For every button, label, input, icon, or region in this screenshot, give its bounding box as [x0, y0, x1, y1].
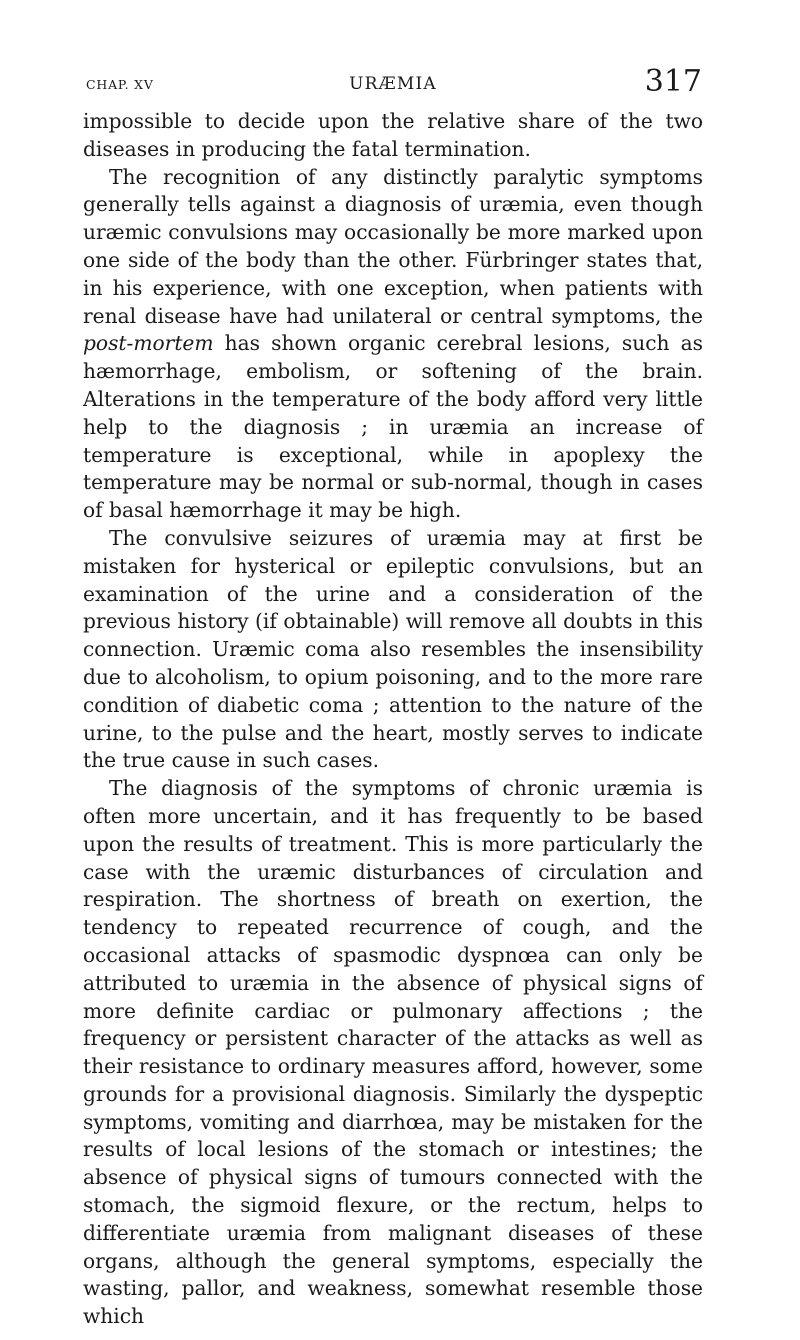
- book-page: [83, 64, 703, 1331]
- paragraph-4: [83, 775, 703, 1331]
- paragraph-3-text: The convulsive seizures of uræmia may at first be mistaken for hysterical or epileptic convulsions, but an examination of the urine and a consideration of the previous history (if obtainable) will remove all doubts in this connection. Uræmic coma also resembles the insensibility due to alcoholism, to opium poisoning, and to the more rare condition of diabetic coma ; attention to the nature of the urine, to the pulse and the heart, mostly serves to indicate the true cause in such cases.: [83, 525, 703, 773]
- running-header: [83, 64, 703, 104]
- paragraph-1: [83, 108, 703, 164]
- paragraph-2-text-after: has shown organic cerebral lesions, such as hæmorrhage, embolism, or softening of the brain. Alterations in the temperature of the body afford very little help to the diagnosis ; in uræmia an increase of temperature is exceptional, while in apoplexy the temperature may be normal or sub-normal, though in cases of basal hæmorrhage it may be high.: [83, 331, 703, 523]
- paragraph-2: [83, 164, 703, 525]
- paragraph-2-text-before: The recognition of any distinctly paralytic symptoms generally tells against a diagnosis of uræmia, even though uræmic convulsions may occasionally be more marked upon one side of the body than the other. Fürbringer states that, in his experience, with one exception, when patients with renal disease have had unilateral or central symptoms, the: [83, 164, 703, 328]
- chapter-label: CHAP. XV: [86, 77, 154, 92]
- body-text: [83, 108, 703, 1331]
- paragraph-3: [83, 525, 703, 775]
- paragraph-2-italic-term: post-mortem: [83, 331, 214, 356]
- paragraph-4-text: The diagnosis of the symptoms of chronic uræmia is often more uncertain, and it has frequently to be based upon the results of treatment. This is more particularly the case with the uræmic disturbances of circulation and respiration. The shortness of breath on exertion, the tendency to repeated recurrence of cough, and the occasional attacks of spasmodic dyspnœa can only be attributed to uræmia in the absence of physical signs of more definite cardiac or pulmonary affections ; the frequency or persistent character of the attacks as well as their resistance to ordinary measures afford, however, some grounds for a provisional diagnosis. Similarly the dyspeptic symptoms, vomiting and diarrhœa, may be mistaken for the results of local lesions of the stomach or intestines; the absence of physical signs of tumours connected with the stomach, the sigmoid flexure, or the rectum, helps to differentiate uræmia from malignant diseases of these organs, although the general symptoms, especially the wasting, pallor, and weakness, somewhat resemble those which: [83, 776, 703, 1329]
- running-title: URÆMIA: [349, 74, 437, 94]
- page-number: 317: [644, 64, 702, 99]
- paragraph-1-text: impossible to decide upon the relative share of the two diseases in producing the fatal termination.: [83, 109, 703, 161]
